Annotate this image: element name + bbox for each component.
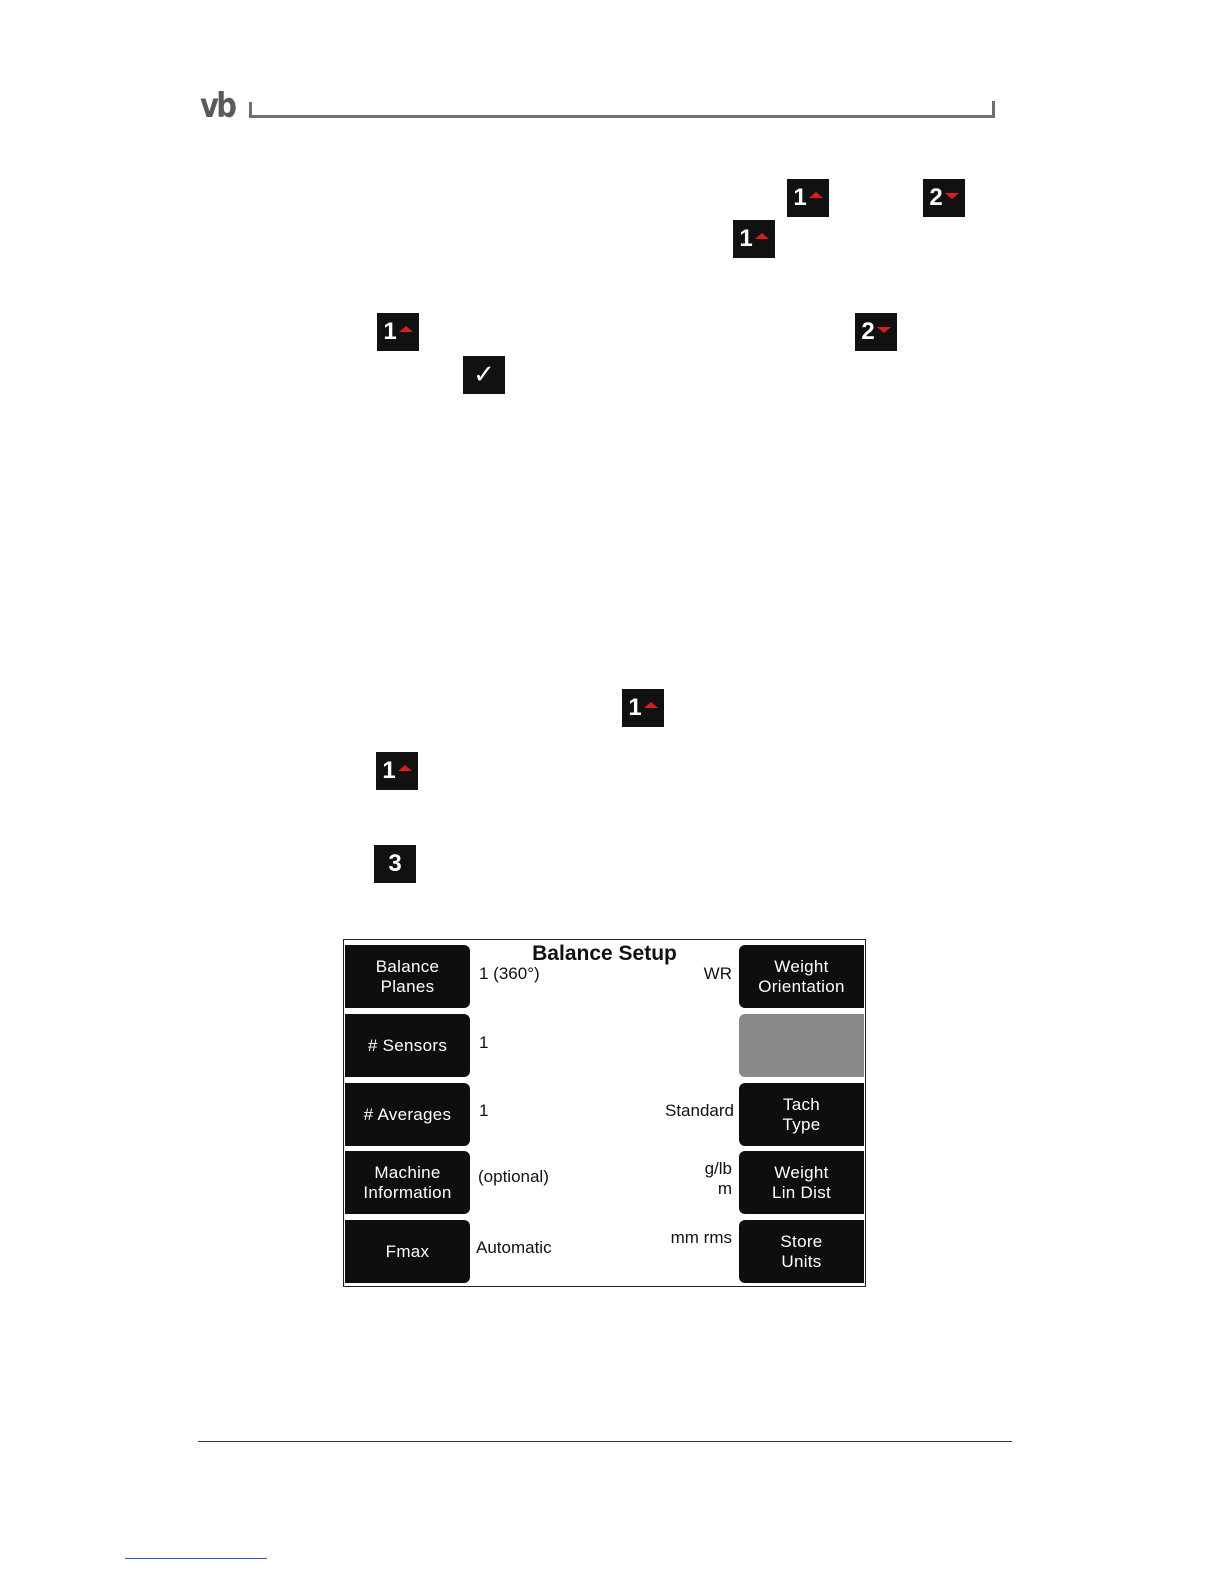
machine-information-button[interactable]: Machine Information — [345, 1151, 470, 1214]
sensors-button[interactable]: # Sensors — [345, 1014, 470, 1077]
weight-orientation-value: WR — [703, 964, 732, 983]
key-1-up-icon — [376, 752, 418, 790]
key-number: 1 — [628, 694, 642, 721]
store-units-value: mm rms — [670, 1228, 732, 1247]
key-1-up-icon — [622, 689, 664, 727]
logo: vb — [200, 86, 235, 126]
fmax-button[interactable]: Fmax — [345, 1220, 470, 1283]
averages-button[interactable]: # Averages — [345, 1083, 470, 1146]
key-number: 1 — [382, 757, 396, 784]
empty-disabled-button — [739, 1014, 864, 1077]
key-number: 1 — [739, 225, 753, 252]
key-number: 2 — [929, 184, 943, 211]
arrow-up-icon — [399, 326, 413, 332]
machine-information-value: (optional) — [478, 1167, 549, 1186]
balance-planes-value: 1 (360°) — [479, 964, 540, 983]
key-number: 1 — [383, 318, 397, 345]
footer-rule — [198, 1441, 1012, 1442]
key-number: 2 — [861, 318, 875, 345]
key-number: 3 — [388, 850, 402, 877]
arrow-up-icon — [398, 765, 412, 771]
arrow-down-icon — [877, 327, 891, 333]
checkmark-key-icon — [463, 356, 505, 394]
key-3-icon — [374, 845, 416, 883]
key-number: 1 — [793, 184, 807, 211]
key-1-up-icon — [787, 179, 829, 217]
weight-orientation-button[interactable]: Weight Orientation — [739, 945, 864, 1008]
weight-lin-dist-value: g/lb m — [704, 1159, 732, 1198]
tach-type-value: Standard — [665, 1101, 734, 1120]
arrow-up-icon — [644, 702, 658, 708]
key-1-up-icon — [377, 313, 419, 351]
weight-lin-dist-button[interactable]: Weight Lin Dist — [739, 1151, 864, 1214]
key-1-up-icon — [733, 220, 775, 258]
footer-link-underline[interactable] — [125, 1558, 267, 1559]
balance-setup-screen — [343, 939, 866, 1287]
tach-type-button[interactable]: Tach Type — [739, 1083, 864, 1146]
key-2-down-icon — [855, 313, 897, 351]
key-2-down-icon — [923, 179, 965, 217]
arrow-down-icon — [945, 193, 959, 199]
fmax-value: Automatic — [476, 1238, 552, 1257]
store-units-button[interactable]: Store Units — [739, 1220, 864, 1283]
balance-planes-button[interactable]: Balance Planes — [345, 945, 470, 1008]
checkmark-icon: ✓ — [473, 360, 495, 390]
screen-title: Balance Setup — [532, 942, 677, 965]
header-rule — [249, 102, 995, 118]
sensors-value: 1 — [479, 1033, 489, 1052]
arrow-up-icon — [809, 192, 823, 198]
averages-value: 1 — [479, 1101, 489, 1120]
arrow-up-icon — [755, 233, 769, 239]
